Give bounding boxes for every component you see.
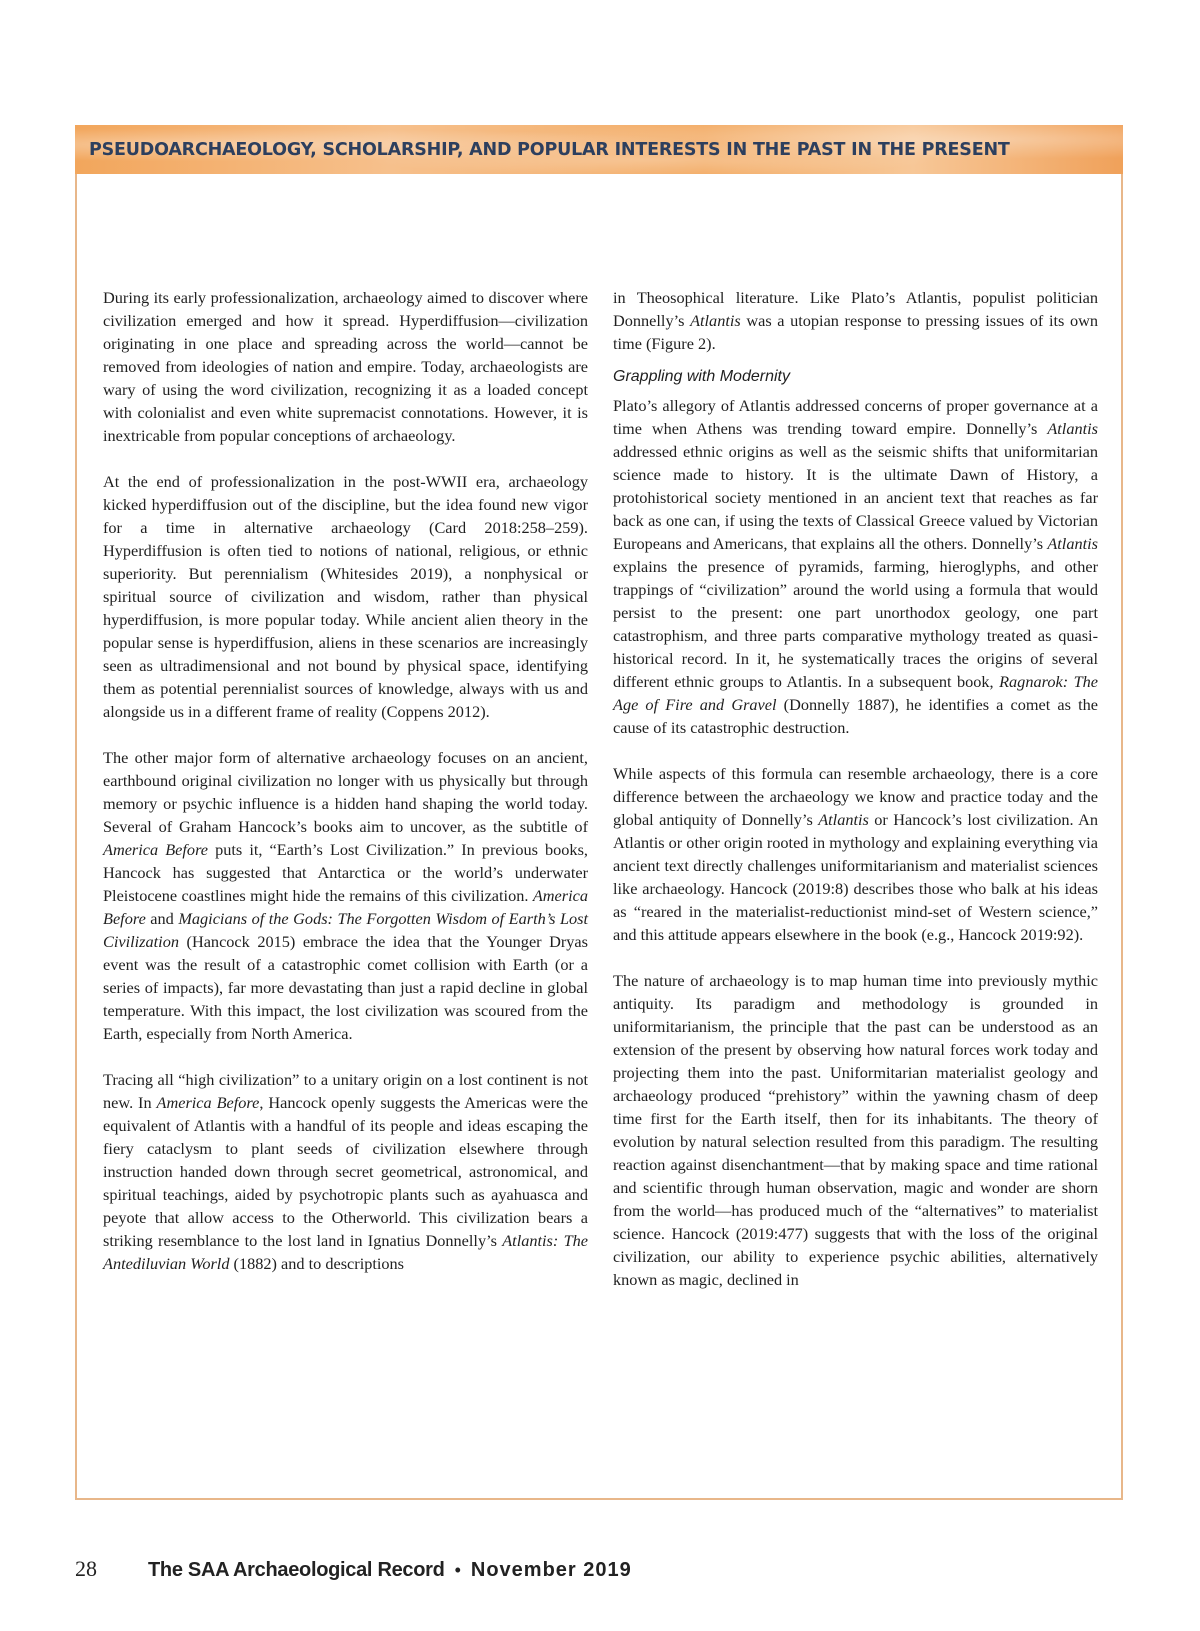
paragraph: While aspects of this formula can resemble archaeology, there is a core difference between the archaeology we know and practice today and the global antiquity of Donnelly’s Atlantis or Hancock’s lost civilization. An Atlantis or other origin rooted in mythology and explaining everything via ancient text directly challenges uniformitarianism and materialist sciences like archaeology. Hancock (2019:8) describes those who balk at his ideas as “reared in the materialist-reductionist mind-set of Western science,” and this attitude appears elsewhere in the book (e.g., Hancock 2019:92). [613,764,1099,944]
bullet-separator: • [454,1560,461,1580]
right-column [613,286,1098,1314]
subheading: Grappling with Modernity [613,368,790,385]
paragraph: The other major form of alternative archaeology focuses on an ancient, earthbound original civilization no longer with us physically but through memory or psychic influence is a hidden hand shaping the world today. Several of Graham Hancock’s books aim to uncover, as the subtitle of America Before puts it, “Earth’s Lost Civilization.” In previous books, Hancock has suggested that Antarctica or the world’s underwater Pleistocene coastlines might hide the remains of this civilization. America Before and Magicians of the Gods: The Forgotten Wisdom of Earth’s Lost Civilization (Hancock 2015) embrace the idea that the Younger Dryas event was the result of a catastrophic comet collision with Earth (or a series of impacts), far more devastating than just a rapid decline in global temperature. With this impact, the lost civilization was scoured from the Earth, especially from North America. [103,748,588,1043]
paragraph: The nature of archaeology is to map human time into previously mythic antiquity. Its paradigm and methodology is grounded in uniformitarianism, the principle that the past can be understood as an extension of the present by observing how natural forces work today and projecting them into the past. Uniformitarian materialist geology and archaeology produced “prehistory” within the yawning chasm of deep time first for the Earth itself, then for its inhabitants. The theory of evolution by natural selection resulted from this paradigm. The resulting reaction against disenchantment—that by making space and time rational and scientific through human observation, magic and wonder are shorn from the world—has produced much of the “alternatives” to materialist science. Hancock (2019:477) suggests that with the loss of the original civilization, our ability to experience psychic abilities, alternatively known as magic, declined in [613,971,1098,1289]
paragraph: Tracing all “high civilization” to a unitary origin on a lost continent is not new. In America Before, Hancock openly suggests the Americas were the equivalent of Atlantis with a handful of its people and ideas escaping the fiery cataclysm to plant seeds of civilization elsewhere through instruction handed down through secret geometrical, astronomical, and spiritual teachings, aided by psychotropic plants such as ayahuasca and peyote that allow access to the Otherworld. This civilization bears a striking resemblance to the lost land in Ignatius Donnelly’s Atlantis: The Antediluvian World (1882) and to descriptions [103,1070,589,1273]
left-column [103,286,588,1298]
banner-title: PSEUDOARCHAEOLOGY, SCHOLARSHIP, AND POPULAR INTERESTS IN THE PAST IN THE PRESENT [89,139,1010,160]
paragraph: Plato’s allegory of Atlantis addressed concerns of proper governance at a time when Athens was trending toward empire. Donnelly’s Atlantis addressed ethnic origins as well as the seismic shifts that uniformitarian science made to history. It is the ultimate Dawn of History, a protohistorical society mentioned in an ancient text that reaches as far back as one can, if using the texts of Classical Greece valued by Victorian Europeans and Americans, that explains all the others. Donnelly’s Atlantis explains the presence of pyramids, farming, hieroglyphs, and other trappings of “civilization” around the world using a formula that would persist to the present: one part unorthodox geology, one part catastrophism, and three parts comparative mythology treated as quasi-historical record. In it, he systematically traces the origins of several different ethnic groups to Atlantis. In a subsequent book, Ragnarok: The Age of Fire and Gravel (Donnelly 1887), he identifies a comet as the cause of its catastrophic destruction. [613,396,1098,737]
paragraph: in Theosophical literature. Like Plato’s Atlantis, populist politician Donnelly’s Atlantis was a utopian response to pressing issues of its own time (Figure 2). [613,288,1098,353]
issue-date: November 2019 [470,1559,632,1581]
journal-title: The SAA Archaeological Record [148,1559,445,1581]
paragraph: At the end of professionalization in the post-WWII era, archaeology kicked hyperdiffusion out of the discipline, but the idea found new vigor for a time in alternative archaeology (Card 2018:258–259). Hyperdiffusion is often tied to notions of national, religious, or ethnic superiority. But perennialism (Whitesides 2019), a nonphysical or spiritual source of civilization and wisdom, rather than physical hyperdiffusion, is more popular today. While ancient alien theory in the popular sense is hyperdiffusion, aliens in these scenarios are increasingly seen as ultradimensional and not bound by physical space, identifying them as potential perennialist sources of knowledge, always with us and alongside us in a different frame of reality (Coppens 2012). [103,472,588,721]
paragraph: During its early professionalization, archaeology aimed to discover where civilization emerged and how it spread. Hyperdiffusion—civilization originating in one place and spreading across the world—cannot be removed from ideologies of nation and empire. Today, archaeologists are wary of using the word civilization, recognizing it as a loaded concept with colonialist and even white supremacist connotations. However, it is inextricable from popular conceptions of archaeology. [103,288,588,445]
page-number: 28 [75,1556,97,1581]
page-footer [75,1556,632,1582]
section-banner [75,125,1123,174]
